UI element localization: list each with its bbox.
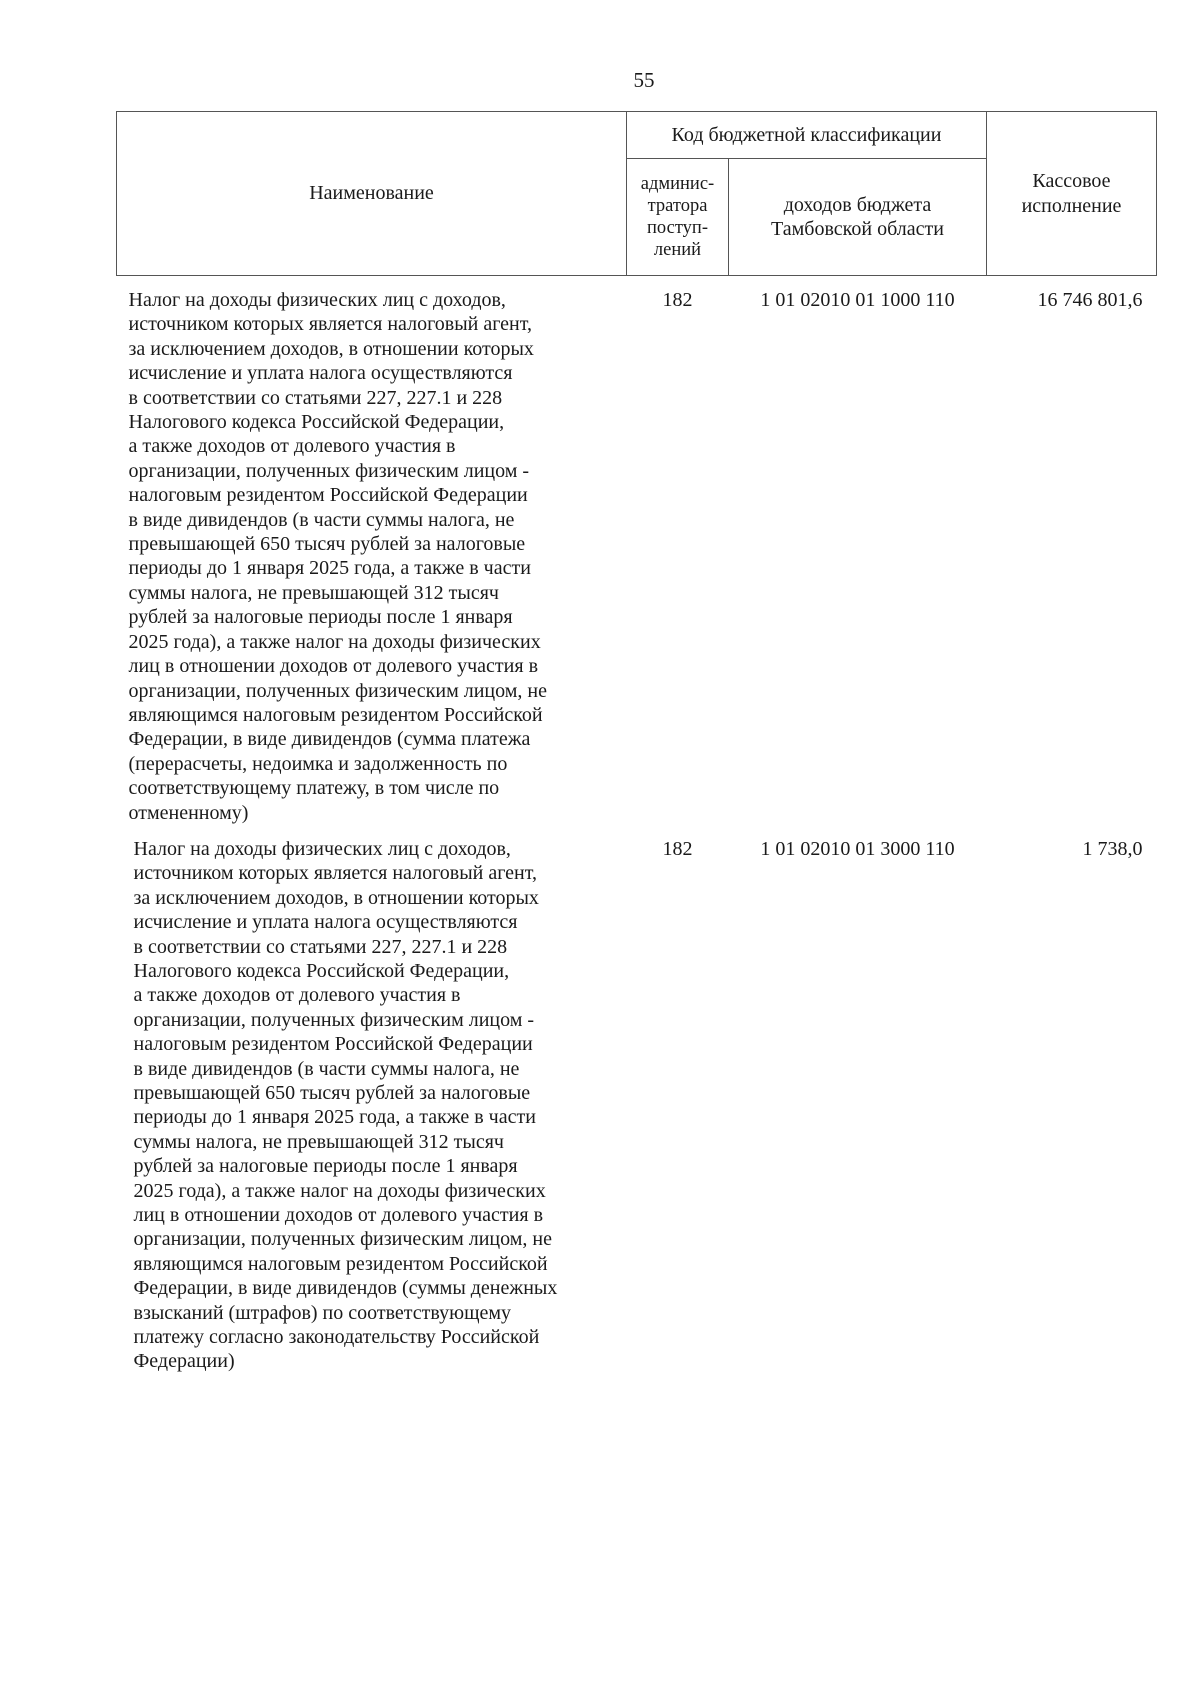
page-number: 55 <box>633 68 655 92</box>
row-name <box>117 276 627 825</box>
header-code <box>729 159 987 276</box>
row-code: 1 01 02010 01 1000 110 <box>760 289 955 311</box>
row-sum: 1 738,0 <box>1082 837 1143 860</box>
table-row <box>117 825 1157 1374</box>
header-name: Наименование <box>117 112 627 276</box>
table-row <box>117 276 1157 825</box>
row-sum: 16 746 801,6 <box>1037 289 1143 311</box>
header-sum <box>987 112 1157 276</box>
row-name <box>117 825 627 1374</box>
row-name-text: Налог на доходы физических лиц с доходов, источником которых является налоговый агент, за исключением доходов, в отношении которых исчисление и уплата налога осуществляются в соответствии со статьями 227, 227.1 и 228 Налогового кодекса Российской Федерации, а также доходов от долевого участия в организации, полученных физическим лицом - налоговым резидентом Российской Федерации в виде дивидендов (в части суммы налога, не превышающей 650 тысяч рублей за налоговые периоды до 1 января 2025 года, а также в части суммы налога, не превышающей 312 тысяч рублей за налоговые периоды после 1 января 2025 года), а также налог на доходы физических лиц в отношении доходов от долевого участия в организации, полученных физическим лицом, не являющимся налоговым резидентом Российской Федерации, в виде дивидендов (суммы денежных взысканий (штрафов) по соответствующему платежу согласно законодательству Российской Федерации) <box>133 837 558 1373</box>
header-code-label: доходов бюджета Тамбовской области <box>771 193 944 240</box>
header-admin <box>627 159 729 276</box>
header-classification-group: Код бюджетной классификации <box>627 112 987 159</box>
header-sum-label: Кассовое исполнение <box>1021 170 1122 217</box>
row-code: 1 01 02010 01 3000 110 <box>760 837 955 860</box>
row-name-text: Налог на доходы физических лиц с доходов, источником которых является налоговый агент, за исключением доходов, в отношении которых исчисление и уплата налога осуществляются в соответствии со статьями 227, 227.1 и 228 Налогового кодекса Российской Федерации, а также доходов от долевого участия в организации, полученных физическим лицом - налоговым резидентом Российской Федерации в виде дивидендов (в части суммы налога, не превышающей 650 тысяч рублей за налоговые периоды до 1 января 2025 года, а также в части суммы налога, не превышающей 312 тысяч рублей за налоговые периоды после 1 января 2025 года), а также налог на доходы физических лиц в отношении доходов от долевого участия в организации, полученных физическим лицом, не являющимся налоговым резидентом Российской Федерации, в виде дивидендов (сумма платежа (перерасчеты, недоимка и задолженность по соответствующему платежу, в том числе по отмененному) <box>128 289 547 824</box>
header-admin-label: админис- тратора поступ- лений <box>640 174 715 260</box>
budget-table <box>116 111 1157 1374</box>
row-admin: 182 <box>662 289 693 311</box>
row-admin: 182 <box>662 837 693 860</box>
